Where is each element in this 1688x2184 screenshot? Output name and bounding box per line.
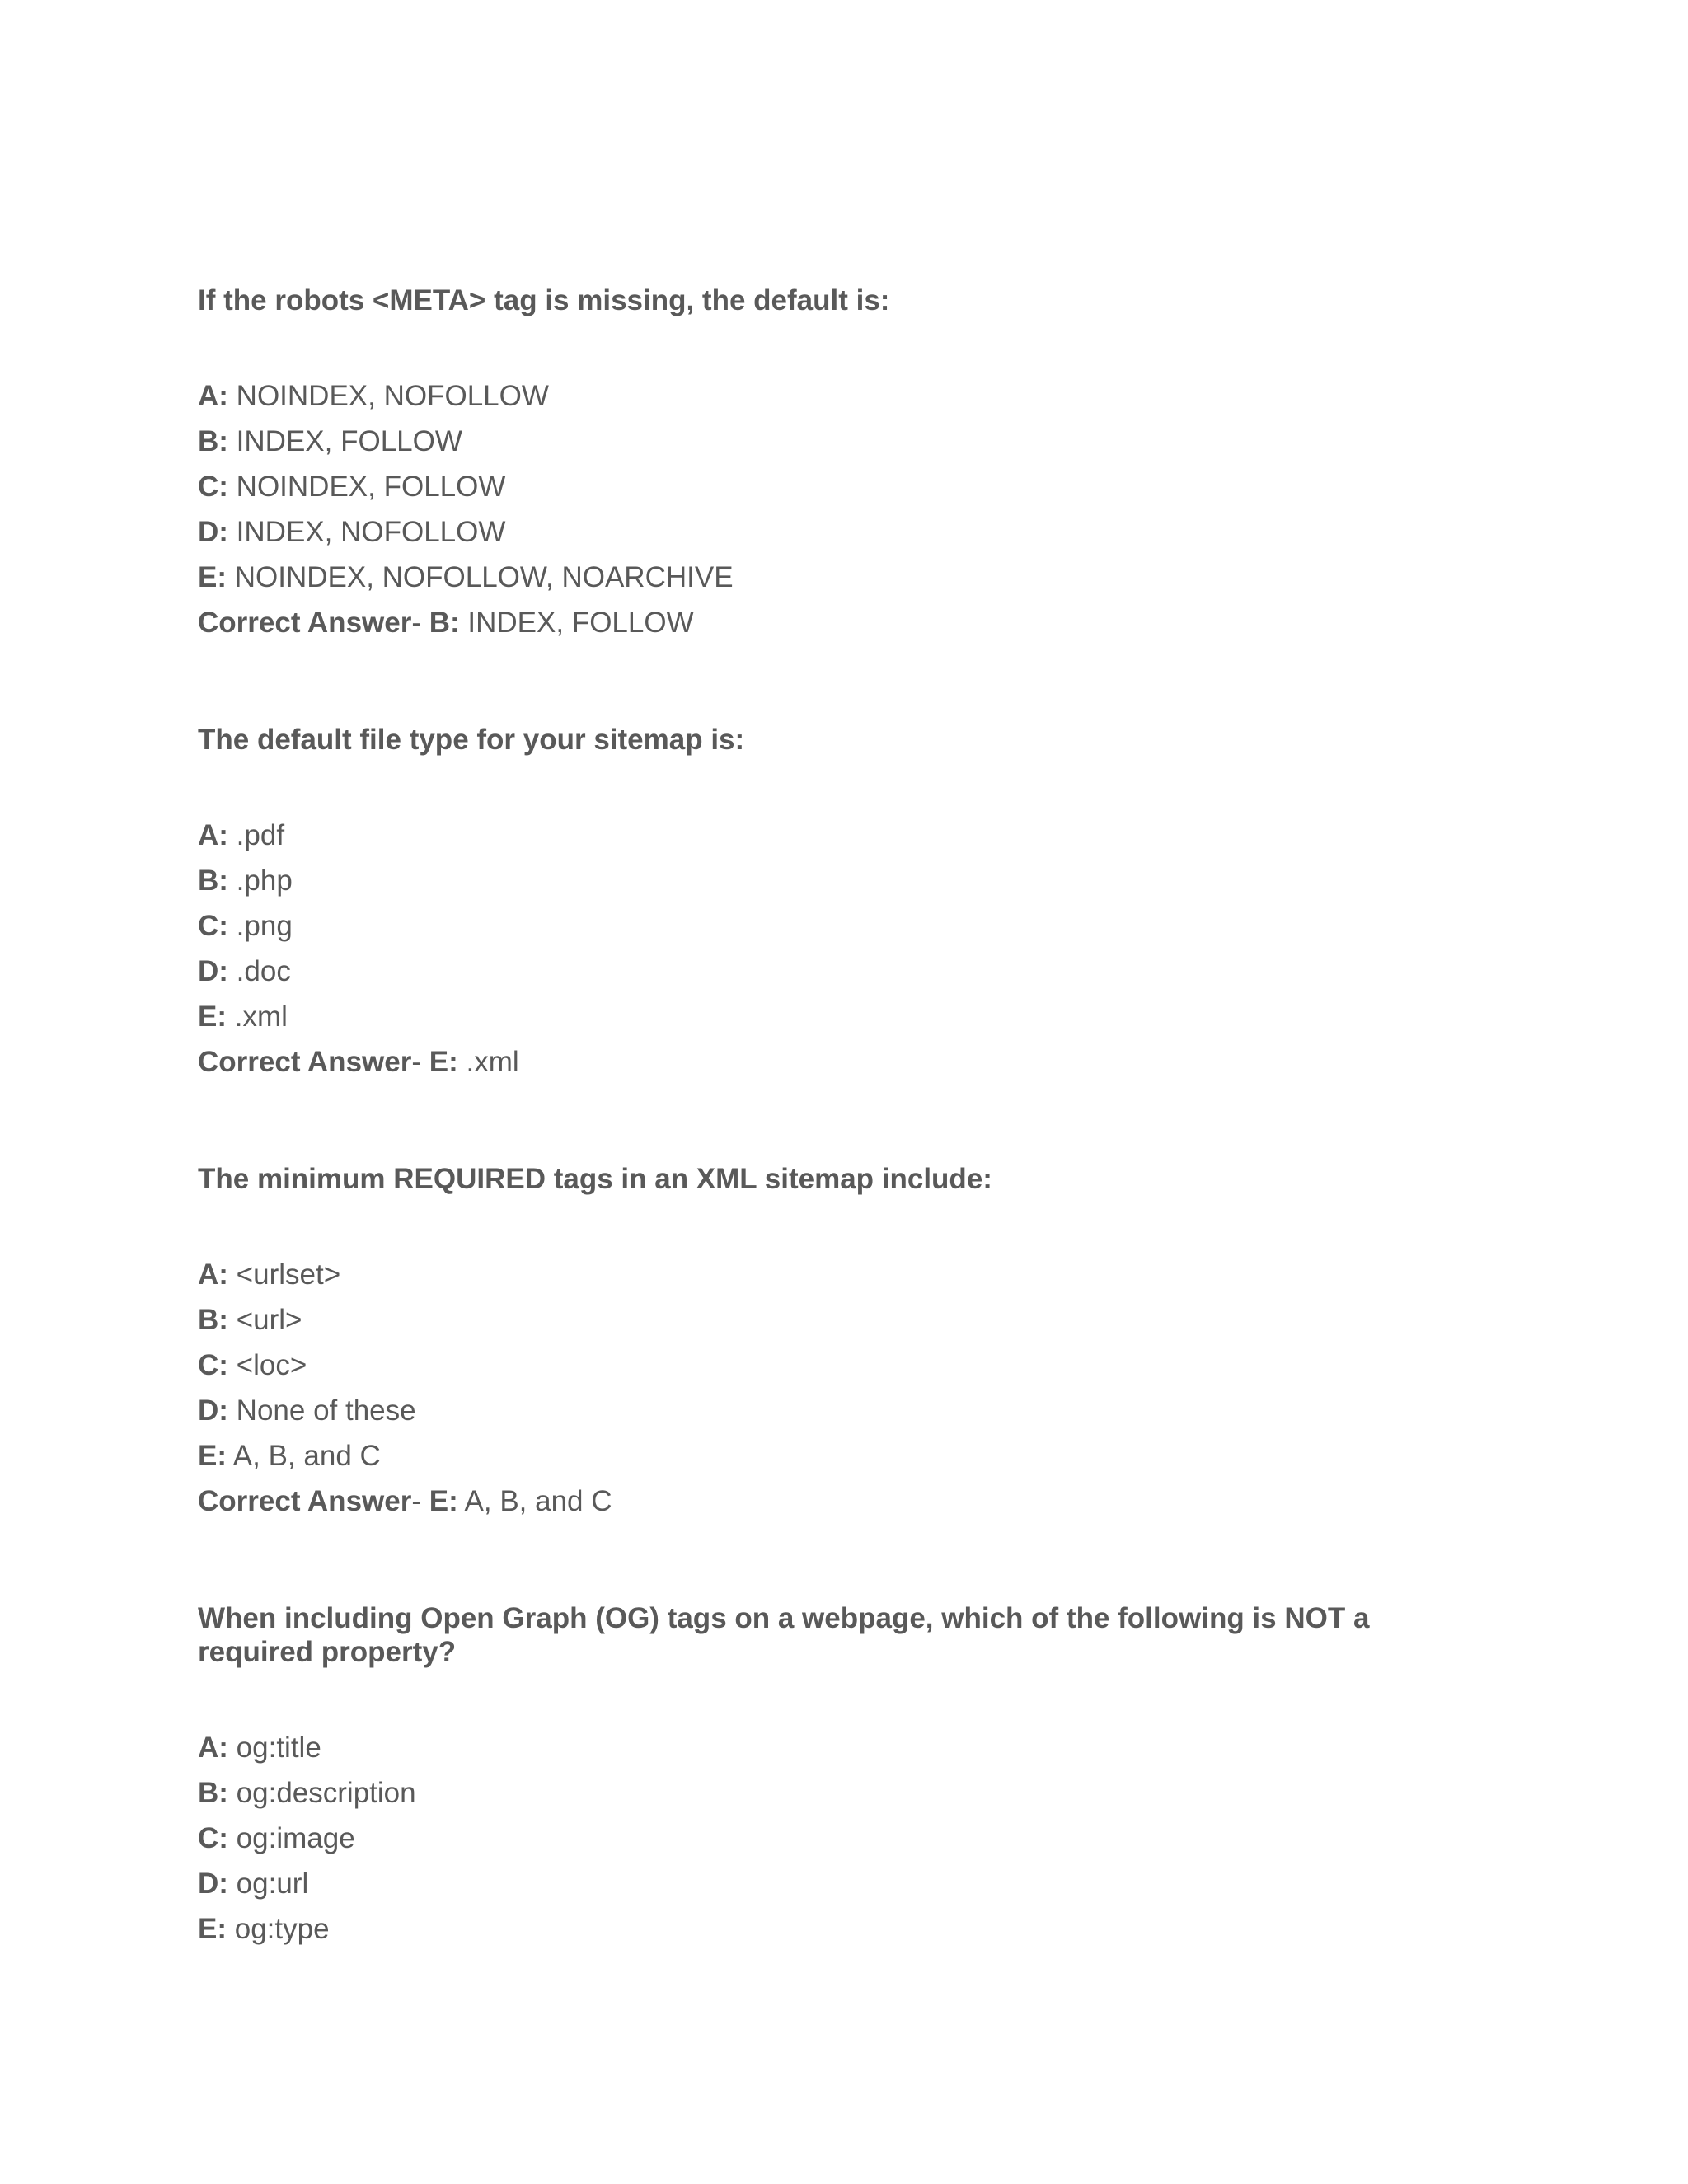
question-text: If the robots <META> tag is missing, the default is: bbox=[198, 284, 890, 316]
option-list bbox=[198, 813, 1484, 1085]
option-c bbox=[198, 903, 1484, 949]
answer-text: A, B, and C bbox=[464, 1485, 612, 1517]
question-block-2 bbox=[198, 723, 1484, 1085]
correct-answer bbox=[198, 1479, 1484, 1524]
option-c bbox=[198, 1816, 1484, 1861]
option-label: C: bbox=[198, 1822, 228, 1854]
option-label: D: bbox=[198, 1868, 228, 1900]
answer-separator: - bbox=[411, 607, 429, 639]
option-b bbox=[198, 1297, 1484, 1343]
question-block-1 bbox=[198, 284, 1484, 645]
option-a bbox=[198, 373, 1484, 419]
option-list bbox=[198, 1725, 1484, 1952]
option-text: .png bbox=[236, 910, 293, 942]
question-text: The minimum REQUIRED tags in an XML sitemap include: bbox=[198, 1163, 992, 1195]
option-label: D: bbox=[198, 955, 228, 987]
option-b bbox=[198, 1770, 1484, 1816]
option-label: E: bbox=[198, 1440, 227, 1472]
question-block-4 bbox=[198, 1601, 1484, 1952]
option-label: C: bbox=[198, 471, 228, 503]
answer-label: E: bbox=[429, 1485, 458, 1517]
option-label: D: bbox=[198, 1394, 228, 1427]
option-text: og:type bbox=[234, 1913, 330, 1945]
option-text: <url> bbox=[236, 1304, 302, 1336]
option-list bbox=[198, 1252, 1484, 1524]
answer-prefix: Correct Answer bbox=[198, 607, 412, 639]
option-e bbox=[198, 1906, 1484, 1952]
option-text: NOINDEX, FOLLOW bbox=[236, 471, 506, 503]
option-c bbox=[198, 464, 1484, 509]
option-label: A: bbox=[198, 1732, 228, 1764]
option-label: C: bbox=[198, 1349, 228, 1381]
option-label: E: bbox=[198, 561, 227, 593]
correct-answer bbox=[198, 1039, 1484, 1085]
option-a bbox=[198, 1725, 1484, 1770]
option-a bbox=[198, 813, 1484, 858]
option-label: B: bbox=[198, 425, 228, 457]
answer-separator: - bbox=[411, 1485, 429, 1517]
answer-label: B: bbox=[429, 607, 460, 639]
correct-answer bbox=[198, 600, 1484, 645]
option-label: E: bbox=[198, 1001, 227, 1033]
option-text: INDEX, FOLLOW bbox=[236, 425, 462, 457]
answer-label: E: bbox=[429, 1046, 458, 1078]
answer-text: INDEX, FOLLOW bbox=[467, 607, 694, 639]
option-text: None of these bbox=[236, 1394, 416, 1427]
option-d bbox=[198, 509, 1484, 555]
question-text: When including Open Graph (OG) tags on a webpage, which of the following is NOT a required property? bbox=[198, 1602, 1370, 1668]
option-d bbox=[198, 949, 1484, 994]
option-d bbox=[198, 1388, 1484, 1433]
option-text: .xml bbox=[234, 1001, 288, 1033]
option-text: og:image bbox=[236, 1822, 355, 1854]
option-label: C: bbox=[198, 910, 228, 942]
option-b bbox=[198, 858, 1484, 903]
answer-text: .xml bbox=[466, 1046, 519, 1078]
answer-separator: - bbox=[411, 1046, 429, 1078]
option-label: A: bbox=[198, 1258, 228, 1291]
option-a bbox=[198, 1252, 1484, 1297]
option-text: og:url bbox=[236, 1868, 309, 1900]
option-text: og:description bbox=[236, 1777, 416, 1809]
option-text: og:title bbox=[236, 1732, 321, 1764]
option-text: .doc bbox=[236, 955, 291, 987]
option-text: .php bbox=[236, 865, 293, 897]
option-text: NOINDEX, NOFOLLOW bbox=[236, 380, 549, 412]
option-d bbox=[198, 1861, 1484, 1906]
option-text: <urlset> bbox=[236, 1258, 341, 1291]
option-text: .pdf bbox=[236, 819, 285, 851]
option-label: A: bbox=[198, 819, 228, 851]
option-e bbox=[198, 994, 1484, 1039]
answer-prefix: Correct Answer bbox=[198, 1485, 412, 1517]
option-label: B: bbox=[198, 1304, 228, 1336]
option-label: B: bbox=[198, 865, 228, 897]
option-label: D: bbox=[198, 516, 228, 548]
option-e bbox=[198, 1433, 1484, 1479]
option-list bbox=[198, 373, 1484, 645]
option-label: E: bbox=[198, 1913, 227, 1945]
option-text: A, B, and C bbox=[232, 1440, 381, 1472]
option-label: A: bbox=[198, 380, 228, 412]
option-text: <loc> bbox=[236, 1349, 307, 1381]
question-text: The default file type for your sitemap is: bbox=[198, 724, 745, 756]
answer-prefix: Correct Answer bbox=[198, 1046, 412, 1078]
option-text: NOINDEX, NOFOLLOW, NOARCHIVE bbox=[234, 561, 734, 593]
option-e bbox=[198, 555, 1484, 600]
option-label: B: bbox=[198, 1777, 228, 1809]
option-c bbox=[198, 1343, 1484, 1388]
option-text: INDEX, NOFOLLOW bbox=[236, 516, 506, 548]
question-block-3 bbox=[198, 1162, 1484, 1524]
option-b bbox=[198, 419, 1484, 464]
